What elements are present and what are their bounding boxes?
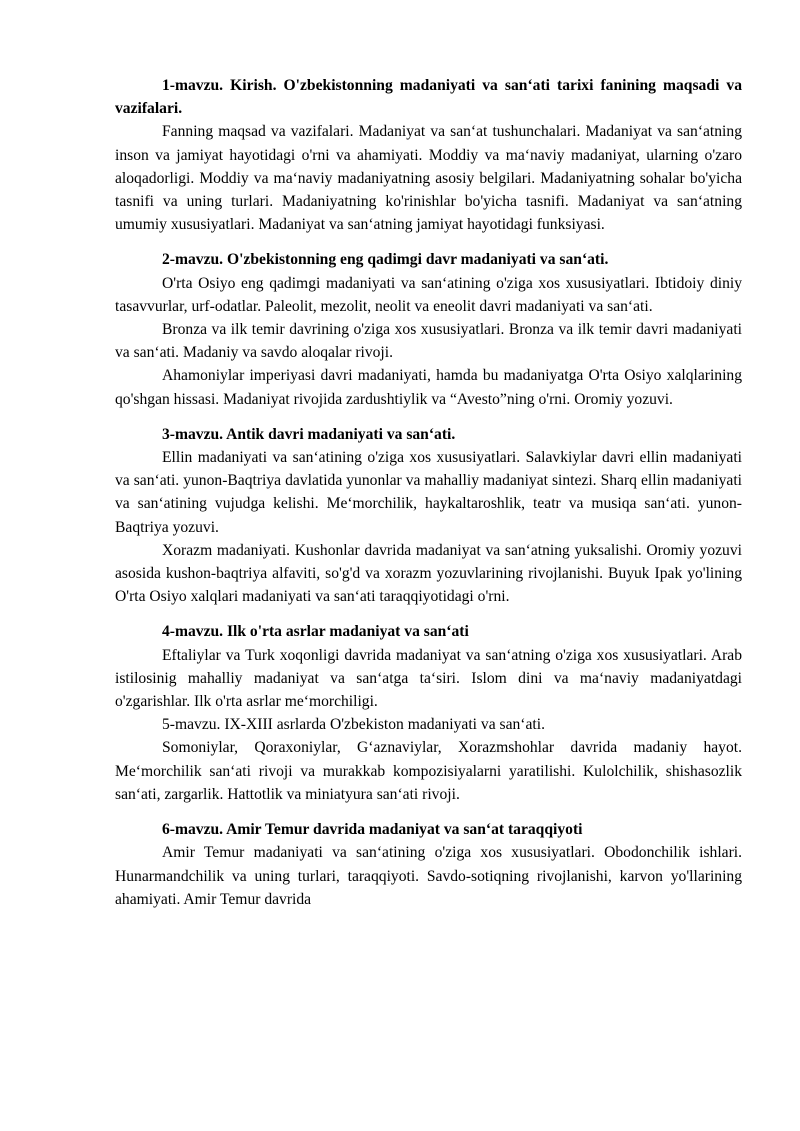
paragraph: Ellin madaniyati va san‘atining o'ziga xos xususiyatlari. Salavkiylar davri ellin madaniyati va san‘ati. yunon-Baqtriya davlatida yunonlar va mahalliy madaniyat sintezi. Sharq ellin madaniyati va san‘atining vujudga kelishi. Me‘morchilik, haykaltaroshlik, teatr va musiqa san‘ati. yunon-Baqtriya yozuvi.: [115, 449, 742, 536]
document-page: [115, 74, 742, 923]
paragraph: Bronza va ilk temir davrining o'ziga xos xususiyatlari. Bronza va ilk temir davri madaniyati va san‘ati. Madaniy va savdo aloqalar rivoji.: [115, 321, 742, 362]
paragraph: Ahamoniylar imperiyasi davri madaniyati, hamda bu madaniyatga O'rta Osiyo xalqlarining qo'shgan hissasi. Madaniyat rivojida zardushtiylik va “Avesto”ning o'rni. Oromiy yozuvi.: [115, 367, 742, 408]
section-heading: 1-mavzu. Kirish. O'zbekistonning madaniyati va san‘ati tarixi fanining maqsadi va vazifalari.: [115, 77, 742, 118]
paragraph: 5-mavzu. IX-XIII asrlarda O'zbekiston madaniyati va san‘ati.: [162, 716, 545, 734]
section-4: [115, 620, 742, 806]
section-heading: 3-mavzu. Antik davri madaniyati va san‘ati.: [162, 425, 456, 443]
section-3: [115, 423, 742, 609]
paragraph: Xorazm madaniyati. Kushonlar davrida madaniyat va san‘atning yuksalishi. Oromiy yozuvi asosida kushon-baqtriya alfaviti, so'g'd va xorazm yozuvlarining rivojlanishi. Buyuk Ipak yo'lining O'rta Osiyo xalqlari madaniyati va san‘ati taraqqiyotidagi o'rni.: [115, 541, 742, 606]
paragraph: Somoniylar, Qoraxoniylar, G‘aznaviylar, Xorazmshohlar davrida madaniy hayot. Me‘morchilik san‘ati rivoji va murakkab kompozisiyalarni yaratilishi. Kulolchilik, shishasozlik san‘ati, zargarlik. Hattotlik va miniatyura san‘ati rivoji.: [115, 739, 742, 803]
paragraph: Fanning maqsad va vazifalari. Madaniyat va san‘at tushunchalari. Madaniyat va san‘atning inson va jamiyat hayotidagi o'rni va ahamiyati. Moddiy va ma‘naviy madaniyat, ularning o'zaro aloqadorligi. Moddiy va ma‘naviy madaniyatning asosiy belgilari. Madaniyatning sohalar bo'yicha tasnifi va uning turlari. Madaniyatning ko'rinishlar bo'yicha tasnifi. Madaniyat va san‘atning umumiy xususiyatlari. Madaniyat va san‘atning jamiyat hayotidagi funksiyasi.: [115, 123, 742, 234]
section-6: [115, 818, 742, 911]
section-heading: 4-mavzu. Ilk o'rta asrlar madaniyat va san‘ati: [162, 623, 469, 641]
paragraph: O'rta Osiyo eng qadimgi madaniyati va san‘atining o'ziga xos xususiyatlari. Ibtidoiy diniy tasavvurlar, urf-odatlar. Paleolit, mezolit, neolit va eneolit davri madaniyati va san‘ati.: [115, 274, 742, 315]
section-heading: 2-mavzu. O'zbekistonning eng qadimgi davr madaniyati va san‘ati.: [162, 251, 609, 269]
paragraph: Eftaliylar va Turk xoqonligi davrida madaniyat va san‘atning o'ziga xos xususiyatlari. Arab istilosinig mahalliy madaniyat va san‘atga ta‘siri. Islom dini va ma‘naviy madaniyatdagi o'zgarishlar. Ilk o'rta asrlar me‘morchiligi.: [115, 646, 742, 711]
section-1: [115, 74, 742, 236]
section-heading: 6-mavzu. Amir Temur davrida madaniyat va san‘at taraqqiyoti: [162, 821, 583, 839]
section-2: [115, 248, 742, 410]
paragraph: Amir Temur madaniyati va san‘atining o'ziga xos xususiyatlari. Obodonchilik ishlari. Hunarmandchilik va uning turlari, taraqqiyoti. Savdo-sotiqning rivojlanishi, karvon yo'llarining ahamiyati. Amir Temur davrida: [115, 844, 742, 908]
